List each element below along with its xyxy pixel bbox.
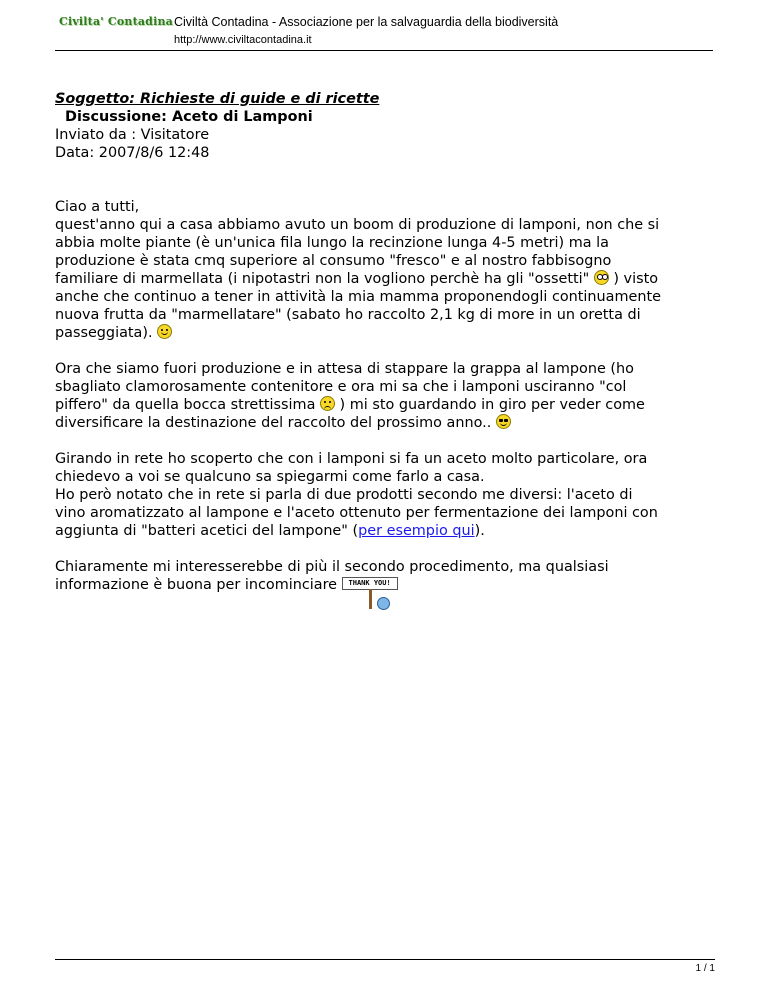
post-subject: Soggetto: Richieste di guide e di ricette	[55, 91, 380, 107]
text-line: quest'anno qui a casa abbiamo avuto un boom di produzione di lamponi, non che si	[55, 217, 660, 233]
text-line: chiedevo a voi se qualcuno sa spiegarmi come farlo a casa.	[55, 469, 485, 485]
page-footer	[55, 959, 715, 974]
text-line: Ora che siamo fuori produzione e in attesa di stappare la grappa al lampone (ho	[55, 361, 634, 377]
text-line: sbagliato clamorosamente contenitore e ora mi sa che i lamponi usciranno "col	[55, 379, 627, 395]
happy-smiley-icon	[157, 324, 172, 339]
paragraph-3	[55, 450, 717, 540]
text-line: produzione è stata cmq superiore al consumo "fresco" e al nostro fabbisogno	[55, 253, 612, 269]
page-number: 1 / 1	[695, 963, 715, 974]
thank-you-sign-text: THANK YOU!	[342, 577, 398, 590]
text-line: passeggiata).	[55, 325, 172, 341]
text-line: Ciao a tutti,	[55, 199, 140, 215]
site-url[interactable]: http://www.civiltacontadina.it	[174, 34, 312, 46]
text-line: Girando in rete ho scoperto che con i lamponi si fa un aceto molto particolare, ora	[55, 451, 648, 467]
text-line: Chiaramente mi interesserebbe di più il secondo procedimento, ma qualsiasi	[55, 559, 609, 575]
text-line: piffero" da quella bocca strettissima ) mi sto guardando in giro per veder come	[55, 397, 645, 413]
text-line: informazione è buona per incominciare THANK YOU!	[55, 577, 400, 593]
cool-smiley-icon	[496, 414, 511, 429]
text-line: nuova frutta da "marmellatare" (sabato ho raccolto 2,1 kg di more in un oretta di	[55, 307, 641, 323]
text-line: aggiunta di "batteri acetici del lampone" (per esempio qui).	[55, 523, 485, 539]
post-discussion: Discussione: Aceto di Lamponi	[65, 109, 313, 125]
thank-you-sign-icon	[342, 577, 400, 611]
post-content	[55, 90, 717, 611]
text-line: vino aromatizzato al lampone e l'aceto ottenuto per fermentazione dei lamponi con	[55, 505, 658, 521]
blush-smiley-icon	[594, 270, 609, 285]
paragraph-1	[55, 198, 717, 342]
page-header	[55, 12, 713, 51]
example-link[interactable]: per esempio qui	[358, 523, 475, 539]
text-line: familiare di marmellata (i nipotastri non la vogliono perchè ha gli "ossetti" ) visto	[55, 271, 659, 287]
text-line: diversificare la destinazione del raccolto del prossimo anno..	[55, 415, 511, 431]
text-line: abbia molte piante (è un'unica fila lungo la recinzione lunga 4-5 metri) ma la	[55, 235, 609, 251]
site-title: Civiltà Contadina - Associazione per la salvaguardia della biodiversità	[174, 15, 559, 29]
paragraph-2	[55, 360, 717, 432]
sad-smiley-icon	[320, 396, 335, 411]
post-date: Data: 2007/8/6 12:48	[55, 145, 210, 161]
text-line: anche che continuo a tener in attività la mia mamma proponendogli continuamente	[55, 289, 661, 305]
paragraph-4	[55, 558, 717, 611]
post-author: Inviato da : Visitatore	[55, 127, 210, 143]
text-line: Ho però notato che in rete si parla di due prodotti secondo me diversi: l'aceto di	[55, 487, 633, 503]
site-logo: Civilta' Contadina	[59, 15, 173, 28]
